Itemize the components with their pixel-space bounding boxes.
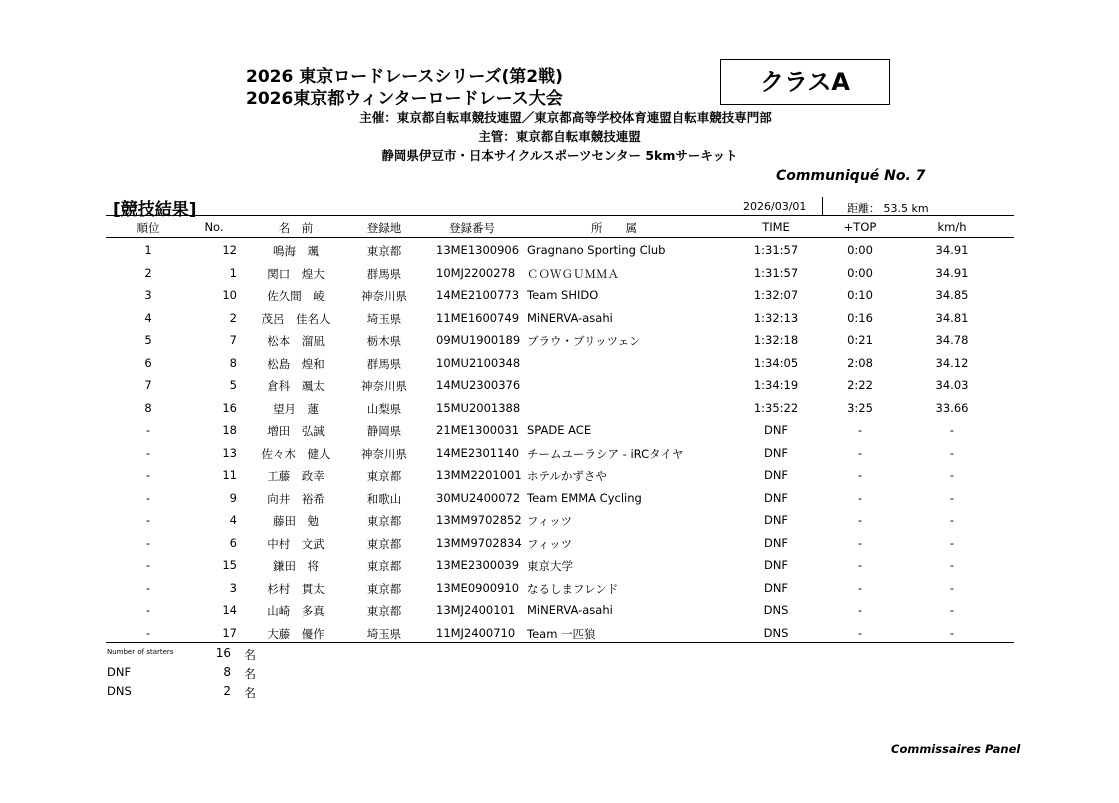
cell-region: 神奈川県 <box>361 289 407 303</box>
cell-name: 関口 煌大 <box>267 266 325 281</box>
cell-region: 群馬県 <box>366 266 402 281</box>
cell-reg-no: 11MJ2400710 <box>436 625 516 640</box>
table-bottom-rule <box>106 642 1014 643</box>
dnf-count: 8 <box>223 665 231 679</box>
col-reg-no: 登録番号 <box>449 221 495 235</box>
cell-team: なるしまフレンド <box>527 581 619 596</box>
cell-reg-no: 10MU2100348 <box>436 355 521 370</box>
supervisor: 主管：東京都自転車競技連盟 <box>478 129 641 144</box>
venue: 静岡県伊豆市・日本サイクルスポーツセンター 5kmサーキット <box>381 148 738 163</box>
cell-gap: - <box>857 625 863 640</box>
commissaires-panel: Commissaires Panel <box>891 742 1021 756</box>
cell-time: DNF <box>763 445 789 460</box>
col-rank: 順位 <box>136 221 160 235</box>
cell-reg-no: 14ME2301140 <box>436 445 520 460</box>
cell-no: 7 <box>229 333 237 347</box>
cell-time: 1:31:57 <box>753 265 799 280</box>
cell-region: 東京都 <box>366 514 402 528</box>
cell-speed: - <box>949 490 955 505</box>
cell-reg-no: 15MU2001388 <box>436 400 521 415</box>
cell-time: DNS <box>763 603 789 617</box>
cell-reg-no: 13ME0900910 <box>436 580 520 595</box>
table-row <box>0 419 1119 442</box>
cell-no: 5 <box>229 378 237 392</box>
table-row <box>0 352 1119 375</box>
cell-team: ＣＯＷＧＵＭＭＡ <box>527 266 619 281</box>
cell-rank: - <box>145 513 151 527</box>
table-row <box>0 442 1119 465</box>
cell-gap: 0:16 <box>847 310 873 325</box>
cell-reg-no: 30MU2400072 <box>436 490 521 505</box>
cell-team: フィッツ <box>527 514 573 528</box>
cell-region: 埼玉県 <box>366 626 402 641</box>
starters-label: Number of starters <box>107 648 174 656</box>
cell-gap: - <box>857 490 863 505</box>
table-top-rule <box>106 215 1014 216</box>
cell-gap: - <box>857 558 863 572</box>
cell-name: 鎌田 将 <box>273 559 319 573</box>
cell-reg-no: 21ME1300031 <box>436 423 520 437</box>
cell-speed: - <box>949 445 955 460</box>
cell-region: 神奈川県 <box>361 446 407 461</box>
cell-gap: 3:25 <box>847 400 873 415</box>
cell-rank: - <box>145 625 151 640</box>
cell-time: DNF <box>763 580 789 595</box>
cell-speed: - <box>949 535 955 550</box>
cell-rank: 2 <box>144 265 152 280</box>
cell-no: 9 <box>229 490 237 505</box>
cell-reg-no: 13MM9702852 <box>436 513 522 527</box>
cell-rank: 7 <box>144 378 152 392</box>
cell-team: Team EMMA Cycling <box>527 490 642 505</box>
dns-unit: 名 <box>244 686 257 700</box>
cell-no: 14 <box>222 603 237 617</box>
header-separator <box>822 197 823 215</box>
cell-name: 茂呂 佳名人 <box>261 311 331 326</box>
cell-region: 和歌山 <box>366 491 402 506</box>
cell-gap: - <box>857 580 863 595</box>
cell-reg-no: 13MM2201001 <box>436 468 522 482</box>
cell-name: 鳴海 颯 <box>273 244 319 258</box>
cell-speed: - <box>949 580 955 595</box>
table-row <box>0 307 1119 330</box>
cell-name: 松本 溜凪 <box>267 334 325 348</box>
cell-gap: 2:08 <box>847 355 873 370</box>
cell-team: ブラウ・ブリッツェン <box>527 334 641 348</box>
cell-speed: 34.81 <box>935 310 969 325</box>
cell-name: 佐々木 健人 <box>261 446 331 461</box>
cell-gap: 0:21 <box>847 333 873 347</box>
cell-region: 東京都 <box>366 559 402 573</box>
event-subtitle: 2026東京都ウィンターロードレース大会 <box>246 89 563 109</box>
cell-speed: 34.85 <box>935 288 969 302</box>
cell-time: DNF <box>763 513 789 527</box>
cell-region: 山梨県 <box>366 401 402 416</box>
cell-team: ホテルかずさや <box>527 469 607 483</box>
cell-reg-no: 13MM9702834 <box>436 535 522 550</box>
cell-rank: - <box>145 603 151 617</box>
cell-team: SPADE ACE <box>527 423 592 437</box>
cell-name: 増田 弘誠 <box>267 424 325 438</box>
cell-gap: - <box>857 468 863 482</box>
dnf-unit: 名 <box>244 667 257 681</box>
cell-speed: 34.03 <box>935 378 969 392</box>
cell-time: DNF <box>763 468 789 482</box>
cell-rank: - <box>145 445 151 460</box>
cell-no: 11 <box>222 468 237 482</box>
cell-reg-no: 13MJ2400101 <box>436 603 516 617</box>
cell-rank: - <box>145 580 151 595</box>
cell-rank: 1 <box>144 243 152 257</box>
cell-no: 6 <box>229 535 237 550</box>
cell-name: 藤田 勉 <box>273 514 319 528</box>
cell-name: 大藤 優作 <box>267 626 325 641</box>
col-speed: km/h <box>937 220 967 234</box>
cell-team: フィッツ <box>527 536 573 551</box>
race-date: 2026/03/01 <box>743 200 807 213</box>
cell-name: 望月 蓮 <box>273 401 319 416</box>
col-gap: +TOP <box>843 220 877 234</box>
cell-no: 10 <box>222 288 237 302</box>
cell-name: 佐久間 崚 <box>267 289 325 303</box>
cell-team: チームユーラシア - iRCタイヤ <box>527 446 684 461</box>
col-time: TIME <box>762 220 790 234</box>
cell-gap: 0:10 <box>847 288 873 302</box>
starters-count: 16 <box>215 646 231 660</box>
col-team: 所 属 <box>591 221 637 235</box>
cell-rank: - <box>145 490 151 505</box>
cell-speed: 33.66 <box>935 400 969 415</box>
cell-speed: - <box>949 603 955 617</box>
cell-no: 8 <box>229 355 237 370</box>
cell-gap: - <box>857 603 863 617</box>
cell-gap: - <box>857 535 863 550</box>
cell-no: 15 <box>222 558 237 572</box>
organizer: 主催：東京都自転車競技連盟／東京都高等学校体育連盟自転車競技専門部 <box>359 110 772 125</box>
cell-name: 杉村 貫太 <box>267 581 325 596</box>
cell-time: DNF <box>763 558 789 572</box>
cell-region: 東京都 <box>366 536 402 551</box>
communique-number: Communiqué No. 7 <box>776 168 926 184</box>
cell-name: 松島 煌和 <box>267 356 325 371</box>
cell-gap: - <box>857 445 863 460</box>
cell-time: 1:32:13 <box>753 310 799 325</box>
cell-rank: - <box>145 535 151 550</box>
table-row <box>0 464 1119 487</box>
cell-gap: 0:00 <box>847 243 873 257</box>
cell-speed: - <box>949 423 955 437</box>
cell-no: 4 <box>229 513 237 527</box>
cell-time: 1:32:07 <box>753 288 799 302</box>
table-row <box>0 329 1119 352</box>
cell-time: 1:34:19 <box>753 378 799 392</box>
table-row <box>0 577 1119 600</box>
cell-reg-no: 09MU1900189 <box>436 333 521 347</box>
cell-rank: 3 <box>144 288 152 302</box>
table-row <box>0 487 1119 510</box>
cell-time: DNF <box>763 423 789 437</box>
cell-name: 工藤 政幸 <box>267 469 325 483</box>
cell-no: 2 <box>229 310 237 325</box>
cell-region: 埼玉県 <box>366 311 402 326</box>
cell-reg-no: 14ME2100773 <box>436 288 520 302</box>
table-row <box>0 532 1119 555</box>
cell-rank: 8 <box>144 400 152 415</box>
event-title: 2026 東京ロードレースシリーズ(第2戦) <box>246 67 563 87</box>
cell-no: 13 <box>222 445 237 460</box>
table-row <box>0 397 1119 420</box>
cell-team: MiNERVA-asahi <box>527 310 613 325</box>
cell-rank: 6 <box>144 355 152 370</box>
cell-region: 静岡県 <box>366 424 402 438</box>
cell-no: 12 <box>222 243 237 257</box>
cell-team: Gragnano Sporting Club <box>527 243 666 257</box>
dns-count: 2 <box>223 684 231 698</box>
table-row <box>0 284 1119 307</box>
cell-rank: - <box>145 423 151 437</box>
cell-speed: - <box>949 625 955 640</box>
cell-time: 1:32:18 <box>753 333 799 347</box>
cell-region: 神奈川県 <box>361 379 407 393</box>
table-row <box>0 374 1119 397</box>
cell-speed: - <box>949 513 955 527</box>
table-row <box>0 509 1119 532</box>
table-row <box>0 239 1119 262</box>
cell-team: Team 一匹狼 <box>527 626 596 641</box>
cell-region: 栃木県 <box>366 334 402 348</box>
cell-gap: 0:00 <box>847 265 873 280</box>
cell-rank: - <box>145 468 151 482</box>
cell-speed: 34.91 <box>935 243 969 257</box>
table-row <box>0 599 1119 622</box>
cell-speed: - <box>949 558 955 572</box>
cell-reg-no: 10MJ2200278 <box>436 265 516 280</box>
cell-time: DNF <box>763 535 789 550</box>
cell-reg-no: 14MU2300376 <box>436 378 521 392</box>
cell-gap: 2:22 <box>847 378 873 392</box>
cell-speed: - <box>949 468 955 482</box>
cell-no: 18 <box>222 423 237 437</box>
cell-time: DNS <box>763 625 789 640</box>
cell-team: MiNERVA-asahi <box>527 603 613 617</box>
cell-name: 山崎 多真 <box>267 604 325 618</box>
cell-reg-no: 13ME1300906 <box>436 243 520 257</box>
cell-reg-no: 11ME1600749 <box>436 310 520 325</box>
cell-rank: 4 <box>144 310 152 325</box>
cell-rank: 5 <box>144 333 152 347</box>
cell-rank: - <box>145 558 151 572</box>
cell-name: 中村 文武 <box>267 536 325 551</box>
cell-region: 東京都 <box>366 244 402 258</box>
cell-region: 東京都 <box>366 604 402 618</box>
cell-name: 倉科 颯太 <box>267 379 325 393</box>
cell-no: 17 <box>222 625 237 640</box>
cell-gap: - <box>857 513 863 527</box>
col-name: 名 前 <box>278 221 314 235</box>
results-table <box>0 239 1119 644</box>
cell-speed: 34.78 <box>935 333 969 347</box>
race-distance: 距離： 53.5 km <box>847 202 929 215</box>
header-rule <box>106 237 1014 238</box>
dnf-label: DNF <box>107 665 132 679</box>
cell-no: 1 <box>229 265 237 280</box>
cell-region: 群馬県 <box>366 356 402 371</box>
results-heading: [競技結果] <box>113 200 197 220</box>
table-row <box>0 554 1119 577</box>
cell-team: 東京大学 <box>527 559 573 573</box>
cell-name: 向井 裕希 <box>267 491 325 506</box>
cell-gap: - <box>857 423 863 437</box>
cell-team: Team SHIDO <box>527 288 599 302</box>
cell-time: 1:35:22 <box>753 400 799 415</box>
cell-time: DNF <box>763 490 789 505</box>
col-region: 登録地 <box>366 221 402 235</box>
cell-no: 3 <box>229 580 237 595</box>
starters-unit: 名 <box>244 648 257 662</box>
col-no: No. <box>204 220 224 234</box>
cell-time: 1:34:05 <box>753 355 799 370</box>
class-box: クラスA <box>720 59 890 105</box>
cell-speed: 34.91 <box>935 265 969 280</box>
cell-speed: 34.12 <box>935 355 969 370</box>
table-row <box>0 262 1119 285</box>
cell-region: 東京都 <box>366 469 402 483</box>
cell-no: 16 <box>222 400 237 415</box>
dns-label: DNS <box>107 684 132 698</box>
cell-time: 1:31:57 <box>753 243 799 257</box>
table-row <box>0 622 1119 645</box>
cell-region: 東京都 <box>366 581 402 596</box>
cell-reg-no: 13ME2300039 <box>436 558 520 572</box>
